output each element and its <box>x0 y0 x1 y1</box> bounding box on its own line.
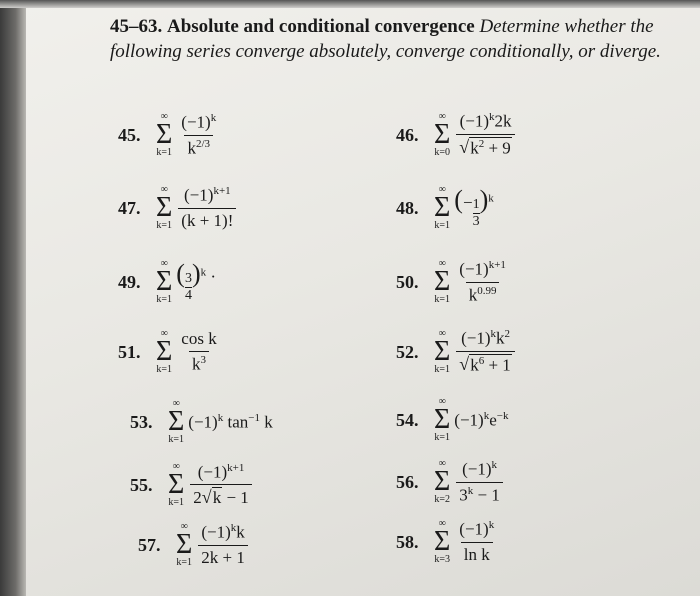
problem-number: 46. <box>396 124 419 145</box>
problem-55 <box>130 455 254 515</box>
series-term: $(-1)^k2k$ √ $k^2 + 9$ <box>456 111 514 158</box>
sum-symbol: ∞ Σ k=2 <box>434 458 451 505</box>
problem-number: 48. <box>396 197 419 218</box>
series-term: $\frac{\text{cos k}}{k^3}$ <box>181 329 217 374</box>
problem-56 <box>396 452 505 512</box>
problem-53 <box>130 392 273 452</box>
series-term: ( $\frac{3}{4}$ )$^k$ · <box>176 258 217 303</box>
problem-45 <box>118 105 221 165</box>
problem-50 <box>396 252 511 312</box>
series-term: $\frac{(-1)^{k+1}}{k^{0.99}}$ <box>459 258 506 305</box>
problem-number: 47. <box>118 197 141 218</box>
sum-symbol: ∞ Σ k=3 <box>434 518 451 565</box>
sum-symbol: ∞ Σ k=1 <box>156 111 173 158</box>
problem-number: 50. <box>396 271 419 292</box>
problem-number: 52. <box>396 341 419 362</box>
problem-54 <box>396 390 508 450</box>
series-term: $(-1)^k$ $\tan^{-1} k$ <box>188 411 273 432</box>
series-term: $\frac{(-1)^kk}{2k + 1}$ <box>198 522 248 568</box>
sum-symbol: ∞ Σ k=1 <box>434 258 451 305</box>
problem-number: 57. <box>138 534 161 555</box>
series-term: $\frac{(-1)^k}{k^{2/3}}$ <box>181 111 217 158</box>
sum-symbol: ∞ Σ k=1 <box>156 258 173 305</box>
problem-number: 56. <box>396 471 419 492</box>
series-term: $(-1)^ke^{-k}$ <box>454 409 509 430</box>
sum-symbol: ∞ Σ k=1 <box>168 461 185 508</box>
problem-51 <box>118 322 222 382</box>
sum-symbol: ∞ Σ k=1 <box>176 521 193 568</box>
problem-46 <box>396 105 517 165</box>
series-term: $(-1)^{k+1}$ 2 √ k − 1 <box>190 462 251 509</box>
series-term: $\frac{(-1)^{k+1}}{(k + 1)!}$ <box>178 185 236 231</box>
problem-number: 55. <box>130 474 153 495</box>
series-term: $\frac{(-1)^k}{\text{ln k}}$ <box>459 519 495 564</box>
problem-48 <box>396 178 494 238</box>
sum-symbol: ∞ Σ k=1 <box>156 184 173 231</box>
problem-number: 58. <box>396 531 419 552</box>
sum-symbol: ∞ Σ k=1 <box>156 328 173 375</box>
photo-frame-edge <box>0 0 26 596</box>
problem-number: 45. <box>118 124 141 145</box>
problem-58 <box>396 512 499 572</box>
sum-symbol: ∞ Σ k=1 <box>434 396 451 443</box>
problem-number: 54. <box>396 409 419 430</box>
problem-number: 51. <box>118 341 141 362</box>
problem-52 <box>396 322 517 382</box>
photo-frame-top <box>0 0 700 8</box>
sum-symbol: ∞ Σ k=1 <box>168 398 185 445</box>
problem-number: 49. <box>118 271 141 292</box>
sum-symbol: ∞ Σ k=1 <box>434 328 451 375</box>
series-term: $(-1)^kk^2$ √ $k^6 + 1$ <box>456 328 514 375</box>
section-header <box>110 14 670 64</box>
sum-symbol: ∞ Σ k=0 <box>434 111 451 158</box>
sum-symbol: ∞ Σ k=1 <box>434 184 451 231</box>
instructions: Determine whether the following series converge absolutely, converge conditionally, or diverge. <box>110 16 661 62</box>
problem-57 <box>138 515 250 575</box>
series-term: $\frac{(-1)^k}{3^k - 1}$ <box>456 459 503 505</box>
series-term: (− $\frac{1}{3}$ )$^k$ <box>454 184 494 229</box>
problem-47 <box>118 178 238 238</box>
section-title: Absolute and conditional convergence <box>167 16 475 37</box>
problem-range: 45–63. <box>110 16 163 37</box>
problem-49 <box>118 252 216 312</box>
problem-number: 53. <box>130 411 153 432</box>
